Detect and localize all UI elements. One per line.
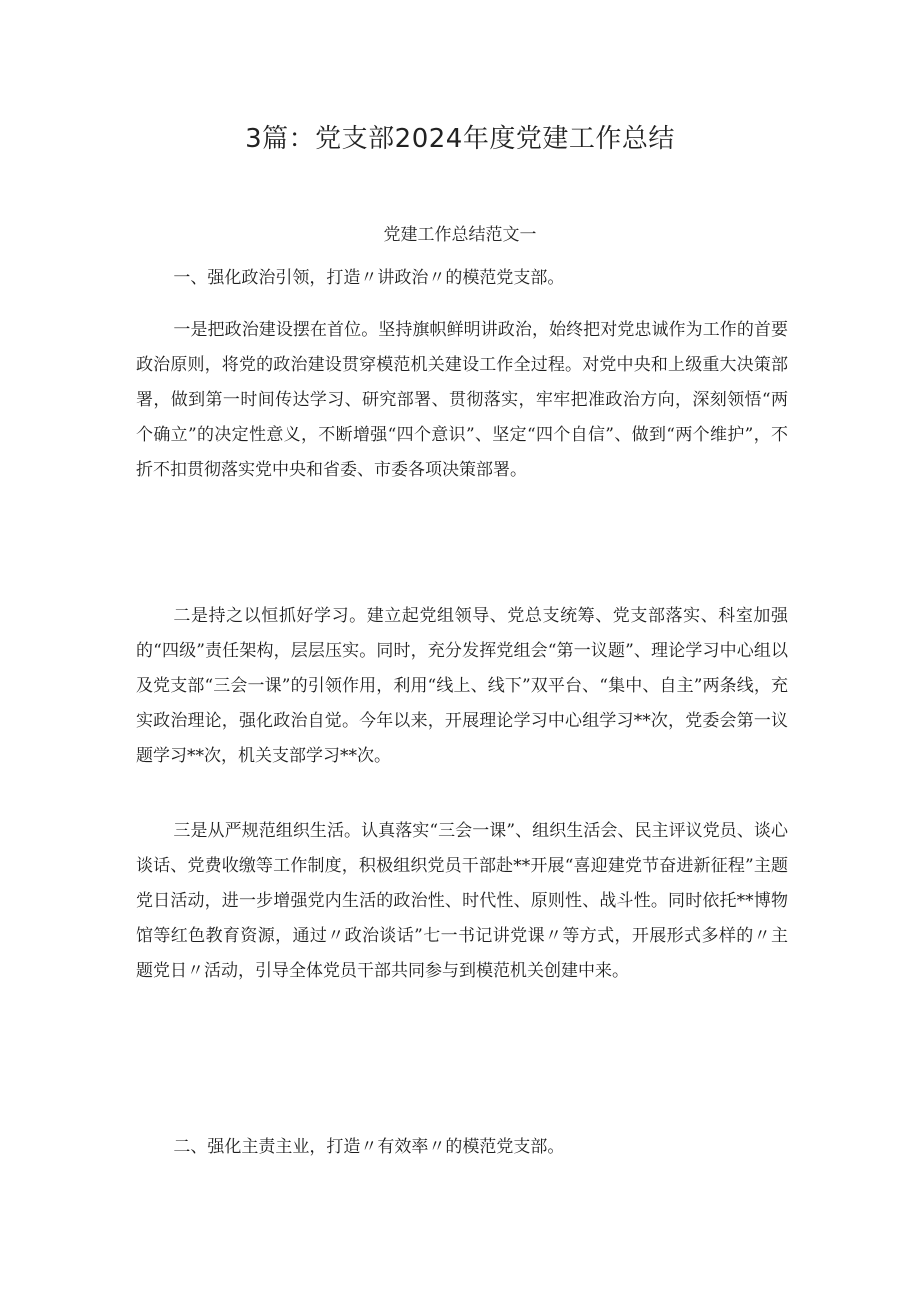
paragraph-political-building: 一是把政治建设摆在首位。坚持旗帜鲜明讲政治，始终把对党忠诚作为工作的首要政治原则，将党的政治建设贯穿模范机关建设工作全过程。对党中央和上级重大决策部署，做到第一时间传达学习、研究部署、贯彻落实，牢牢把准政治方向，深刻领悟“两个确立”的决定性意义，不断增强“四个意识”、坚定“四个自信”、做到“两个维护”，不折不扣贯彻落实党中央和省委、市委各项决策部署。 xyxy=(136,320,788,480)
document-subtitle: 党建工作总结范文一 xyxy=(383,225,537,245)
section-heading-1: 一、强化政治引领，打造〃讲政治〃的模范党支部。 xyxy=(173,268,565,288)
section-heading-2: 二、强化主责主业，打造〃有效率〃的模范党支部。 xyxy=(173,1137,565,1157)
paragraph-organization-life: 三是从严规范组织生活。认真落实“三会一课”、组织生活会、民主评议党员、谈心谈话、党费收缴等工作制度，积极组织党员干部赴**开展“喜迎建党节奋进新征程”主题党日活动，进一步增强党内生活的政治性、时代性、原则性、战斗性。同时依托**博物馆等红色教育资源，通过〃政治谈话”七一书记讲党课〃等方式，开展形式多样的〃主题党日〃活动，引导全体党员干部共同参与到模范机关创建中来。 xyxy=(136,821,788,981)
paragraph-study: 二是持之以恒抓好学习。建立起党组领导、党总支统筹、党支部落实、科室加强的“四级”责任架构，层层压实。同时，充分发挥党组会“第一议题”、理论学习中心组以及党支部“三会一课”的引领作用，利用“线上、线下”双平台、“集中、自主”两条线，充实政治理论，强化政治自觉。今年以来，开展理论学习中心组学习**次，党委会第一议题学习**次，机关支部学习**次。 xyxy=(136,606,788,766)
document-title: 3篇：党支部2024年度党建工作总结 xyxy=(245,124,675,154)
